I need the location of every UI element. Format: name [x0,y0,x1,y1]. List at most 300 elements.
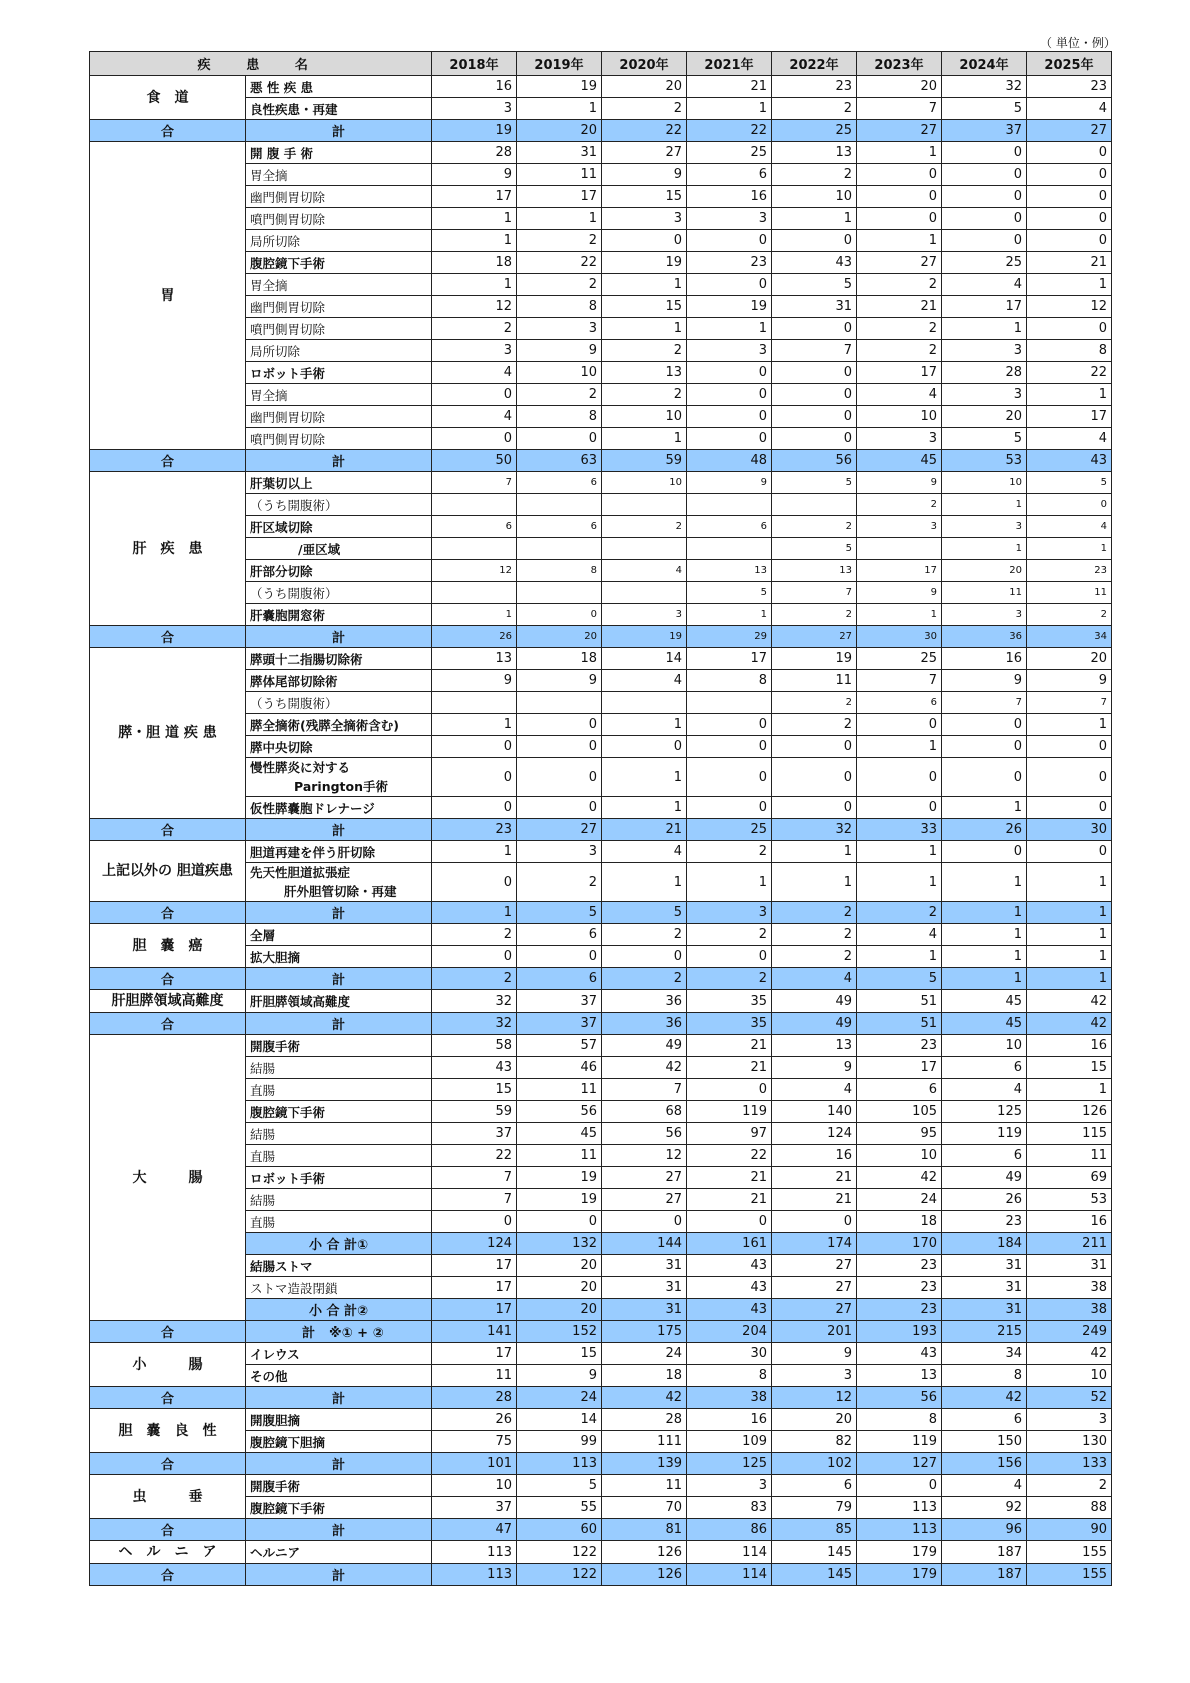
value-cell: 2 [432,924,517,946]
value-cell: 55 [517,1497,602,1519]
item-label: ストマ造設閉鎖 [246,1277,432,1299]
value-cell: 119 [687,1101,772,1123]
value-cell: 130 [1027,1431,1112,1453]
value-cell: 5 [687,582,772,604]
value-cell: 17 [1027,406,1112,428]
value-cell: 38 [1027,1299,1112,1321]
value-cell: 5 [602,902,687,924]
value-cell: 25 [772,120,857,142]
value-cell: 26 [942,819,1027,841]
value-cell: 8 [1027,340,1112,362]
item-label-line: 肝外胆管切除・再建 [284,884,397,899]
value-cell: 1 [432,902,517,924]
value-cell: 12 [432,560,517,582]
value-cell: 26 [432,626,517,648]
value-cell: 0 [602,1211,687,1233]
value-cell: 155 [1027,1541,1112,1564]
value-cell: 20 [602,76,687,98]
value-cell: 36 [602,990,687,1013]
value-cell: 83 [687,1497,772,1519]
value-cell: 2 [602,924,687,946]
total-row [90,902,1112,924]
value-cell: 68 [602,1101,687,1123]
total-label-a: 合 [90,626,246,648]
value-cell: 0 [857,186,942,208]
value-cell: 2 [772,98,857,120]
value-cell: 10 [942,472,1027,494]
value-cell: 126 [602,1564,687,1586]
total-label-a: 合 [90,1564,246,1586]
value-cell: 27 [857,120,942,142]
value-cell: 4 [857,924,942,946]
item-label: 膵中央切除 [246,736,432,758]
value-cell: 37 [517,1013,602,1035]
value-cell: 22 [517,252,602,274]
value-cell: 16 [687,1409,772,1431]
value-cell: 11 [1027,582,1112,604]
value-cell: 1 [602,758,687,797]
item-label: 腹腔鏡下手術 [246,1101,432,1123]
value-cell: 28 [602,1409,687,1431]
value-cell: 193 [857,1321,942,1343]
total-label-b [246,120,432,142]
value-cell: 23 [857,1299,942,1321]
table-body [90,76,1112,1586]
value-cell: 4 [432,406,517,428]
item-label: 直腸 [246,1211,432,1233]
value-cell: 1 [857,604,942,626]
value-cell: 3 [1027,1409,1112,1431]
value-cell: 0 [1027,841,1112,863]
value-cell: 38 [687,1387,772,1409]
value-cell: 0 [687,274,772,296]
value-cell: 31 [1027,1255,1112,1277]
value-cell: 43 [687,1277,772,1299]
value-cell: 1 [942,494,1027,516]
value-cell: 0 [942,841,1027,863]
value-cell: 7 [942,692,1027,714]
value-cell: 0 [1027,186,1112,208]
value-cell: 27 [772,626,857,648]
category-cell: 小 腸 [90,1343,246,1387]
value-cell: 0 [942,164,1027,186]
table-row [90,990,1112,1013]
value-cell: 11 [772,670,857,692]
value-cell: 43 [687,1255,772,1277]
value-cell: 53 [1027,1189,1112,1211]
value-cell: 140 [772,1101,857,1123]
value-cell: 10 [517,362,602,384]
value-cell: 1 [857,841,942,863]
value-cell: 97 [687,1123,772,1145]
value-cell: 32 [772,819,857,841]
value-cell: 187 [942,1564,1027,1586]
value-cell: 37 [432,1123,517,1145]
value-cell: 18 [432,252,517,274]
year-header: 2023年 [857,52,942,76]
value-cell: 26 [432,1409,517,1431]
item-label: イレウス [246,1343,432,1365]
total-label-a: 合 [90,1321,246,1343]
value-cell: 2 [602,384,687,406]
value-cell: 11 [517,1079,602,1101]
value-cell: 5 [517,902,602,924]
value-cell: 11 [942,582,1027,604]
value-cell: 124 [432,1233,517,1255]
value-cell: 2 [517,230,602,252]
total-label-a: 合 [90,1387,246,1409]
total-label-text: 計 [331,824,345,839]
value-cell: 4 [857,384,942,406]
value-cell: 34 [942,1343,1027,1365]
value-cell: 42 [857,1167,942,1189]
value-cell [602,538,687,560]
value-cell: 20 [772,1409,857,1431]
value-cell: 1 [942,946,1027,968]
item-label-line: Parington手術 [294,779,389,794]
value-cell: 0 [772,318,857,340]
year-header: 2024年 [942,52,1027,76]
total-row [90,1321,1112,1343]
value-cell: 20 [942,560,1027,582]
value-cell: 9 [857,582,942,604]
value-cell: 3 [432,340,517,362]
value-cell: 2 [857,274,942,296]
value-cell: 1 [857,863,942,902]
value-cell: 10 [942,1035,1027,1057]
value-cell: 10 [1027,1365,1112,1387]
value-cell: 27 [602,1189,687,1211]
value-cell: 0 [602,946,687,968]
total-row [90,1564,1112,1586]
value-cell: 79 [772,1497,857,1519]
value-cell: 156 [942,1453,1027,1475]
value-cell: 8 [687,670,772,692]
value-cell: 10 [857,1145,942,1167]
disease-name-header: 疾 患 名 [90,52,432,76]
value-cell: 27 [772,1277,857,1299]
value-cell: 16 [1027,1035,1112,1057]
value-cell: 109 [687,1431,772,1453]
value-cell: 125 [687,1453,772,1475]
value-cell: 9 [1027,670,1112,692]
value-cell: 0 [857,714,942,736]
item-label: 直腸 [246,1079,432,1101]
value-cell: 49 [772,990,857,1013]
value-cell: 0 [942,714,1027,736]
item-label: 結腸 [246,1189,432,1211]
value-cell: 96 [942,1519,1027,1541]
value-cell: 3 [942,516,1027,538]
value-cell: 161 [687,1233,772,1255]
year-header: 2018年 [432,52,517,76]
value-cell: 22 [1027,362,1112,384]
value-cell: 6 [517,472,602,494]
item-label: 全層 [246,924,432,946]
value-cell: 12 [602,1145,687,1167]
value-cell: 32 [942,76,1027,98]
value-cell: 9 [772,1343,857,1365]
item-label: 開腹手術 [246,1475,432,1497]
item-label: /亜区域 [246,538,432,560]
value-cell: 155 [1027,1564,1112,1586]
value-cell: 19 [772,648,857,670]
value-cell: 3 [772,1365,857,1387]
value-cell: 17 [942,296,1027,318]
value-cell: 9 [517,1365,602,1387]
total-row [90,1519,1112,1541]
value-cell: 2 [772,692,857,714]
value-cell: 4 [602,841,687,863]
total-label-a: 合 [90,1453,246,1475]
value-cell: 42 [1027,1343,1112,1365]
value-cell: 20 [517,1299,602,1321]
value-cell: 3 [857,428,942,450]
value-cell: 5 [1027,472,1112,494]
value-cell: 0 [772,736,857,758]
value-cell: 21 [687,1057,772,1079]
value-cell: 2 [432,318,517,340]
value-cell: 19 [517,1167,602,1189]
item-label: 幽門側胃切除 [246,296,432,318]
value-cell: 82 [772,1431,857,1453]
value-cell: 1 [432,714,517,736]
value-cell: 145 [772,1541,857,1564]
value-cell: 2 [432,968,517,990]
value-cell: 0 [432,758,517,797]
value-cell: 0 [857,164,942,186]
value-cell: 179 [857,1564,942,1586]
value-cell: 1 [857,946,942,968]
value-cell: 179 [857,1541,942,1564]
value-cell: 56 [772,450,857,472]
value-cell: 0 [687,428,772,450]
table-row [90,1541,1112,1564]
value-cell: 20 [517,1277,602,1299]
value-cell: 7 [602,1079,687,1101]
value-cell: 30 [687,1343,772,1365]
value-cell: 38 [1027,1277,1112,1299]
value-cell: 2 [1027,604,1112,626]
value-cell: 33 [857,819,942,841]
value-cell: 125 [942,1101,1027,1123]
table-row [90,1343,1112,1365]
value-cell: 42 [1027,1013,1112,1035]
value-cell: 2 [602,516,687,538]
value-cell: 17 [857,1057,942,1079]
value-cell: 23 [857,1035,942,1057]
value-cell: 0 [942,736,1027,758]
value-cell: 14 [517,1409,602,1431]
value-cell: 1 [942,538,1027,560]
value-cell: 187 [942,1541,1027,1564]
value-cell: 15 [602,186,687,208]
value-cell: 4 [942,274,1027,296]
value-cell: 27 [602,142,687,164]
total-label-b [246,968,432,990]
value-cell: 22 [687,120,772,142]
value-cell: 43 [857,1343,942,1365]
value-cell: 4 [1027,516,1112,538]
value-cell: 6 [857,692,942,714]
value-cell [432,692,517,714]
value-cell: 15 [517,1343,602,1365]
value-cell: 0 [942,208,1027,230]
value-cell: 0 [602,230,687,252]
category-cell: 膵・胆 道 疾 患 [90,648,246,819]
value-cell: 27 [857,252,942,274]
value-cell: 11 [517,164,602,186]
value-cell: 17 [432,1343,517,1365]
value-cell: 27 [772,1255,857,1277]
value-cell: 3 [942,384,1027,406]
total-label-b [246,450,432,472]
table-row [90,924,1112,946]
value-cell: 8 [857,1409,942,1431]
value-cell: 113 [857,1519,942,1541]
value-cell: 47 [432,1519,517,1541]
value-cell: 3 [432,98,517,120]
value-cell: 3 [942,604,1027,626]
value-cell: 1 [602,428,687,450]
value-cell: 150 [942,1431,1027,1453]
value-cell: 37 [942,120,1027,142]
total-label-text: 計 [331,1018,345,1033]
value-cell: 1 [517,208,602,230]
value-cell: 6 [517,968,602,990]
value-cell: 0 [517,758,602,797]
value-cell: 25 [942,252,1027,274]
value-cell: 50 [432,450,517,472]
value-cell: 124 [772,1123,857,1145]
value-cell: 32 [432,1013,517,1035]
value-cell: 0 [857,1475,942,1497]
header-row [90,52,1112,76]
value-cell: 3 [687,1475,772,1497]
value-cell: 174 [772,1233,857,1255]
total-label-a: 合 [90,120,246,142]
value-cell: 13 [857,1365,942,1387]
value-cell: 1 [1027,946,1112,968]
value-cell: 11 [432,1365,517,1387]
value-cell: 48 [687,450,772,472]
value-cell: 17 [857,560,942,582]
value-cell: 2 [857,318,942,340]
value-cell: 31 [942,1255,1027,1277]
value-cell [772,494,857,516]
value-cell: 21 [1027,252,1112,274]
value-cell: 145 [772,1564,857,1586]
value-cell: 2 [772,946,857,968]
value-cell: 7 [432,1167,517,1189]
value-cell: 1 [602,318,687,340]
value-cell: 25 [687,819,772,841]
value-cell: 36 [602,1013,687,1035]
value-cell: 49 [772,1013,857,1035]
category-cell: 上記以外の 胆道疾患 [90,841,246,902]
value-cell: 14 [602,648,687,670]
value-cell: 23 [687,252,772,274]
value-cell: 16 [942,648,1027,670]
item-label: 胃全摘 [246,164,432,186]
value-cell: 1 [432,208,517,230]
value-cell: 30 [1027,819,1112,841]
total-label-a: 合 [90,450,246,472]
value-cell: 9 [602,164,687,186]
value-cell: 59 [602,450,687,472]
value-cell: 2 [772,516,857,538]
value-cell: 3 [687,340,772,362]
value-cell: 16 [432,76,517,98]
value-cell: 122 [517,1564,602,1586]
value-cell: 0 [687,946,772,968]
year-header: 2019年 [517,52,602,76]
subtotal-label: 小 合 計② [246,1299,432,1321]
value-cell: 1 [432,841,517,863]
value-cell: 7 [1027,692,1112,714]
value-cell: 115 [1027,1123,1112,1145]
item-label: ロボット手術 [246,1167,432,1189]
total-label-text: 計 [331,1569,345,1584]
total-row [90,626,1112,648]
value-cell: 21 [687,1189,772,1211]
value-cell: 92 [942,1497,1027,1519]
value-cell: 63 [517,450,602,472]
value-cell: 21 [857,296,942,318]
value-cell: 2 [772,902,857,924]
value-cell: 144 [602,1233,687,1255]
value-cell: 204 [687,1321,772,1343]
value-cell: 23 [1027,560,1112,582]
value-cell: 1 [1027,968,1112,990]
value-cell: 1 [1027,1079,1112,1101]
value-cell: 113 [432,1564,517,1586]
value-cell: 201 [772,1321,857,1343]
value-cell: 3 [687,208,772,230]
item-label: （うち開腹術） [246,582,432,604]
value-cell: 42 [942,1387,1027,1409]
year-header: 2022年 [772,52,857,76]
value-cell: 0 [517,604,602,626]
item-label: 腹腔鏡下手術 [246,252,432,274]
total-note: ※① + ② [329,1326,384,1341]
value-cell: 17 [432,1255,517,1277]
value-cell: 43 [772,252,857,274]
value-cell: 0 [517,1211,602,1233]
value-cell: 3 [602,604,687,626]
item-label-line: 慢性膵炎に対する [250,760,351,775]
value-cell: 22 [602,120,687,142]
value-cell: 12 [772,1387,857,1409]
total-row [90,1387,1112,1409]
value-cell: 20 [857,76,942,98]
value-cell: 0 [942,230,1027,252]
value-cell: 15 [432,1079,517,1101]
value-cell: 4 [1027,98,1112,120]
value-cell: 0 [1027,208,1112,230]
value-cell: 3 [602,208,687,230]
value-cell: 13 [687,560,772,582]
total-label-a: 合 [90,1013,246,1035]
value-cell: 53 [942,450,1027,472]
value-cell: 45 [517,1123,602,1145]
value-cell: 27 [772,1299,857,1321]
item-label: 悪 性 疾 患 [246,76,432,98]
value-cell: 211 [1027,1233,1112,1255]
item-label: 幽門側胃切除 [246,406,432,428]
value-cell: 7 [857,98,942,120]
total-label-text: 計 [331,125,345,140]
